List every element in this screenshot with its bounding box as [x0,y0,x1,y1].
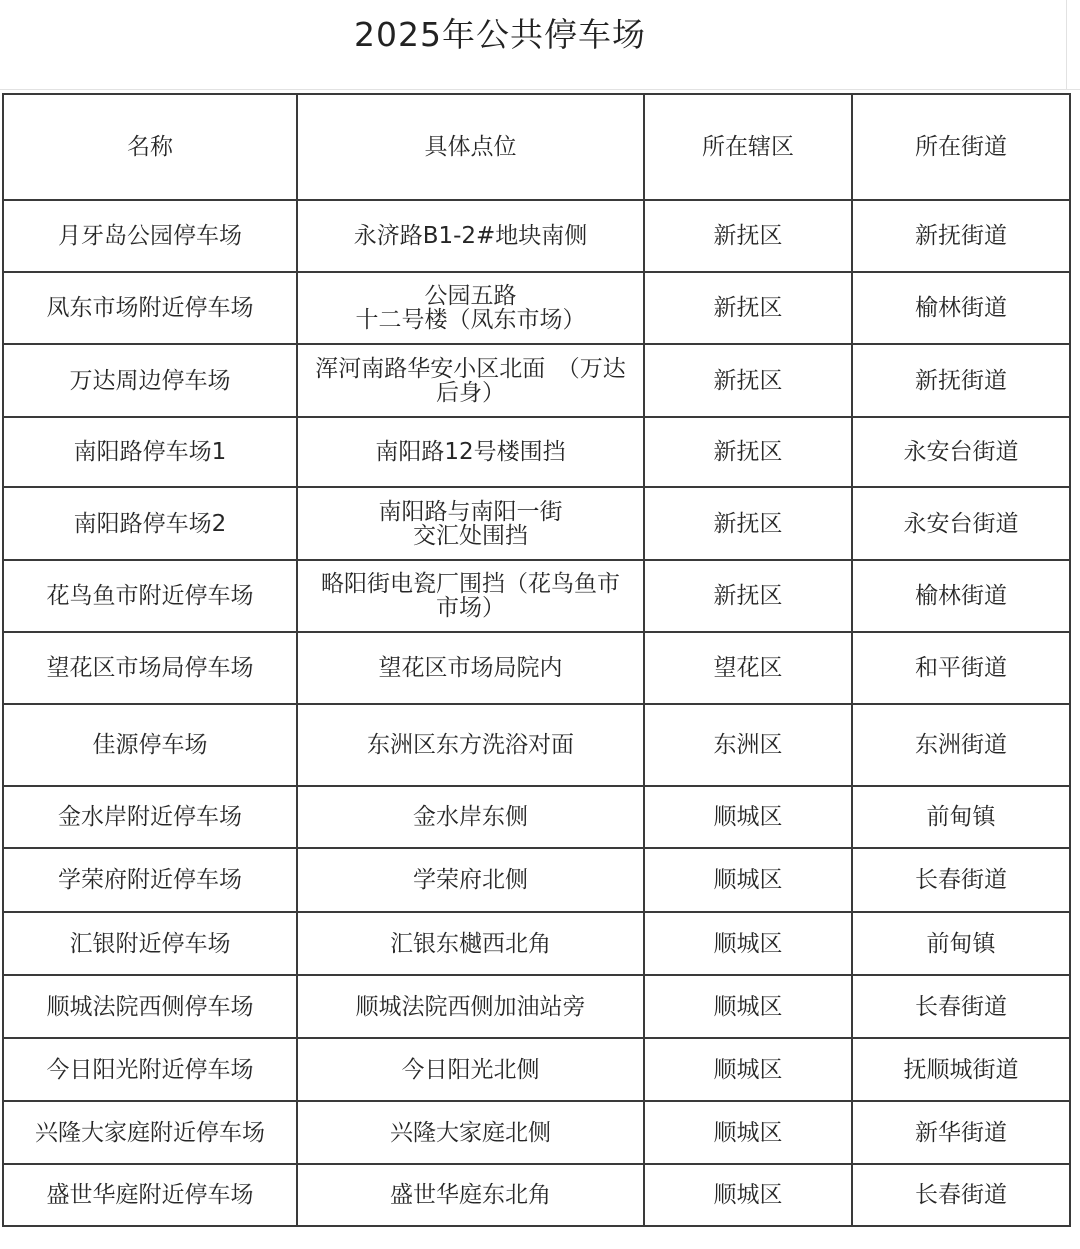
cell-name: 盛世华庭附近停车场 [3,1164,297,1226]
cell-location: 汇银东樾西北角 [297,912,644,975]
cell-location: 学荣府北侧 [297,848,644,912]
cell-district: 顺城区 [644,1164,852,1226]
cell-name: 月牙岛公园停车场 [3,200,297,272]
cell-name: 花鸟鱼市附近停车场 [3,560,297,632]
table-row [3,344,1070,417]
cell-location: 望花区市场局院内 [297,632,644,704]
cell-street: 新抚街道 [852,200,1070,272]
table-row [3,975,1070,1038]
cell-name: 金水岸附近停车场 [3,786,297,848]
cell-district: 顺城区 [644,848,852,912]
cell-location: 金水岸东侧 [297,786,644,848]
table-row [3,912,1070,975]
cell-name: 顺城法院西侧停车场 [3,975,297,1038]
cell-district: 顺城区 [644,1038,852,1101]
cell-name: 今日阳光附近停车场 [3,1038,297,1101]
cell-street: 榆林街道 [852,272,1070,344]
cell-location: 南阳路12号楼围挡 [297,417,644,487]
cell-name: 南阳路停车场2 [3,487,297,560]
table-header-row [3,94,1070,200]
column-header-location: 具体点位 [297,94,644,200]
table-row [3,786,1070,848]
page-title: 2025年公共停车场 [354,15,646,54]
cell-district: 顺城区 [644,975,852,1038]
cell-district: 望花区 [644,632,852,704]
cell-district: 新抚区 [644,272,852,344]
cell-location: 今日阳光北侧 [297,1038,644,1101]
cell-location: 顺城法院西侧加油站旁 [297,975,644,1038]
cell-location: 兴隆大家庭北侧 [297,1101,644,1164]
cell-street: 永安台街道 [852,487,1070,560]
cell-name: 佳源停车场 [3,704,297,786]
cell-name: 汇银附近停车场 [3,912,297,975]
cell-name: 学荣府附近停车场 [3,848,297,912]
cell-street: 长春街道 [852,848,1070,912]
cell-location: 浑河南路华安小区北面 （万达 后身） [297,344,644,417]
cell-district: 顺城区 [644,912,852,975]
cell-name: 兴隆大家庭附近停车场 [3,1101,297,1164]
cell-street: 长春街道 [852,1164,1070,1226]
table-row [3,1164,1070,1226]
cell-location: 南阳路与南阳一街 交汇处围挡 [297,487,644,560]
table-row [3,272,1070,344]
table-row [3,417,1070,487]
cell-street: 前甸镇 [852,786,1070,848]
column-header-street: 所在街道 [852,94,1070,200]
cell-street: 抚顺城街道 [852,1038,1070,1101]
cell-name: 凤东市场附近停车场 [3,272,297,344]
table-row [3,487,1070,560]
table-row [3,632,1070,704]
cell-district: 新抚区 [644,487,852,560]
table-row [3,200,1070,272]
column-header-district: 所在辖区 [644,94,852,200]
cell-location: 东洲区东方洗浴对面 [297,704,644,786]
cell-street: 和平街道 [852,632,1070,704]
cell-name: 万达周边停车场 [3,344,297,417]
cell-location: 永济路B1-2#地块南侧 [297,200,644,272]
table-row [3,1101,1070,1164]
cell-street: 永安台街道 [852,417,1070,487]
cell-location: 公园五路 十二号楼（凤东市场） [297,272,644,344]
cell-street: 榆林街道 [852,560,1070,632]
cell-location: 盛世华庭东北角 [297,1164,644,1226]
cell-street: 东洲街道 [852,704,1070,786]
cell-district: 东洲区 [644,704,852,786]
cell-name: 望花区市场局停车场 [3,632,297,704]
table-row [3,1038,1070,1101]
cell-location: 略阳街电瓷厂围挡（花鸟鱼市 市场） [297,560,644,632]
cell-street: 前甸镇 [852,912,1070,975]
cell-district: 顺城区 [644,1101,852,1164]
cell-street: 长春街道 [852,975,1070,1038]
cell-street: 新华街道 [852,1101,1070,1164]
cell-district: 新抚区 [644,417,852,487]
cell-street: 新抚街道 [852,344,1070,417]
cell-district: 新抚区 [644,560,852,632]
table-row [3,560,1070,632]
parking-lot-table [2,93,1071,1227]
cell-district: 新抚区 [644,344,852,417]
cell-district: 新抚区 [644,200,852,272]
cell-district: 顺城区 [644,786,852,848]
table-row [3,704,1070,786]
cell-name: 南阳路停车场1 [3,417,297,487]
column-header-name: 名称 [3,94,297,200]
table-row [3,848,1070,912]
